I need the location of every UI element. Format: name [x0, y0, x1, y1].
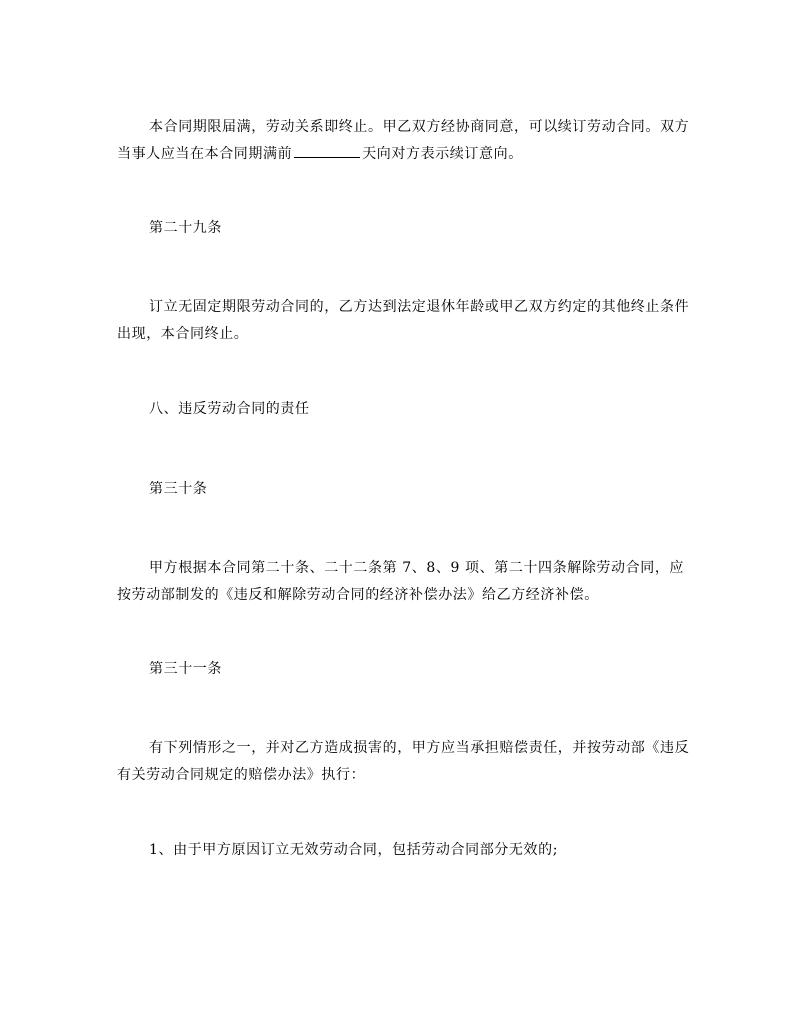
list-item-1: 1、由于甲方原因订立无效劳动合同，包括劳动合同部分无效的; [149, 842, 559, 858]
paragraph-renewal-text-a: 本合同期限届满，劳动关系即终止。甲乙双方经协商同意，可以续订劳动合同。双方当事人应当在本合同期满前 [117, 119, 690, 162]
paragraph-renewal-text-b: 天向对方表示续订意向。 [362, 146, 523, 162]
section-8-heading: 八、违反劳动合同的责任 [149, 401, 310, 417]
article-30-heading: 第三十条 [149, 481, 208, 497]
article-31-heading: 第三十一条 [149, 661, 222, 677]
fill-in-blank-days[interactable] [294, 143, 360, 158]
paragraph-article-31: 有下列情形之一，并对乙方造成损害的，甲方应当承担赔偿责任，并按劳动部《违反有关劳动合同规定的赔偿办法》执行： [117, 740, 690, 783]
paragraph-article-30: 甲方根据本合同第二十条、二十二条第 7、8、9 项、第二十四条解除劳动合同，应按劳动部制发的《违反和解除劳动合同的经济补偿办法》给乙方经济补偿。 [117, 560, 685, 603]
paragraph-renewal [117, 114, 691, 168]
article-29-heading: 第二十九条 [149, 220, 222, 236]
paragraph-article-29: 订立无固定期限劳动合同的，乙方达到法定退休年龄或甲乙双方约定的其他终止条件出现，本合同终止。 [117, 299, 690, 342]
